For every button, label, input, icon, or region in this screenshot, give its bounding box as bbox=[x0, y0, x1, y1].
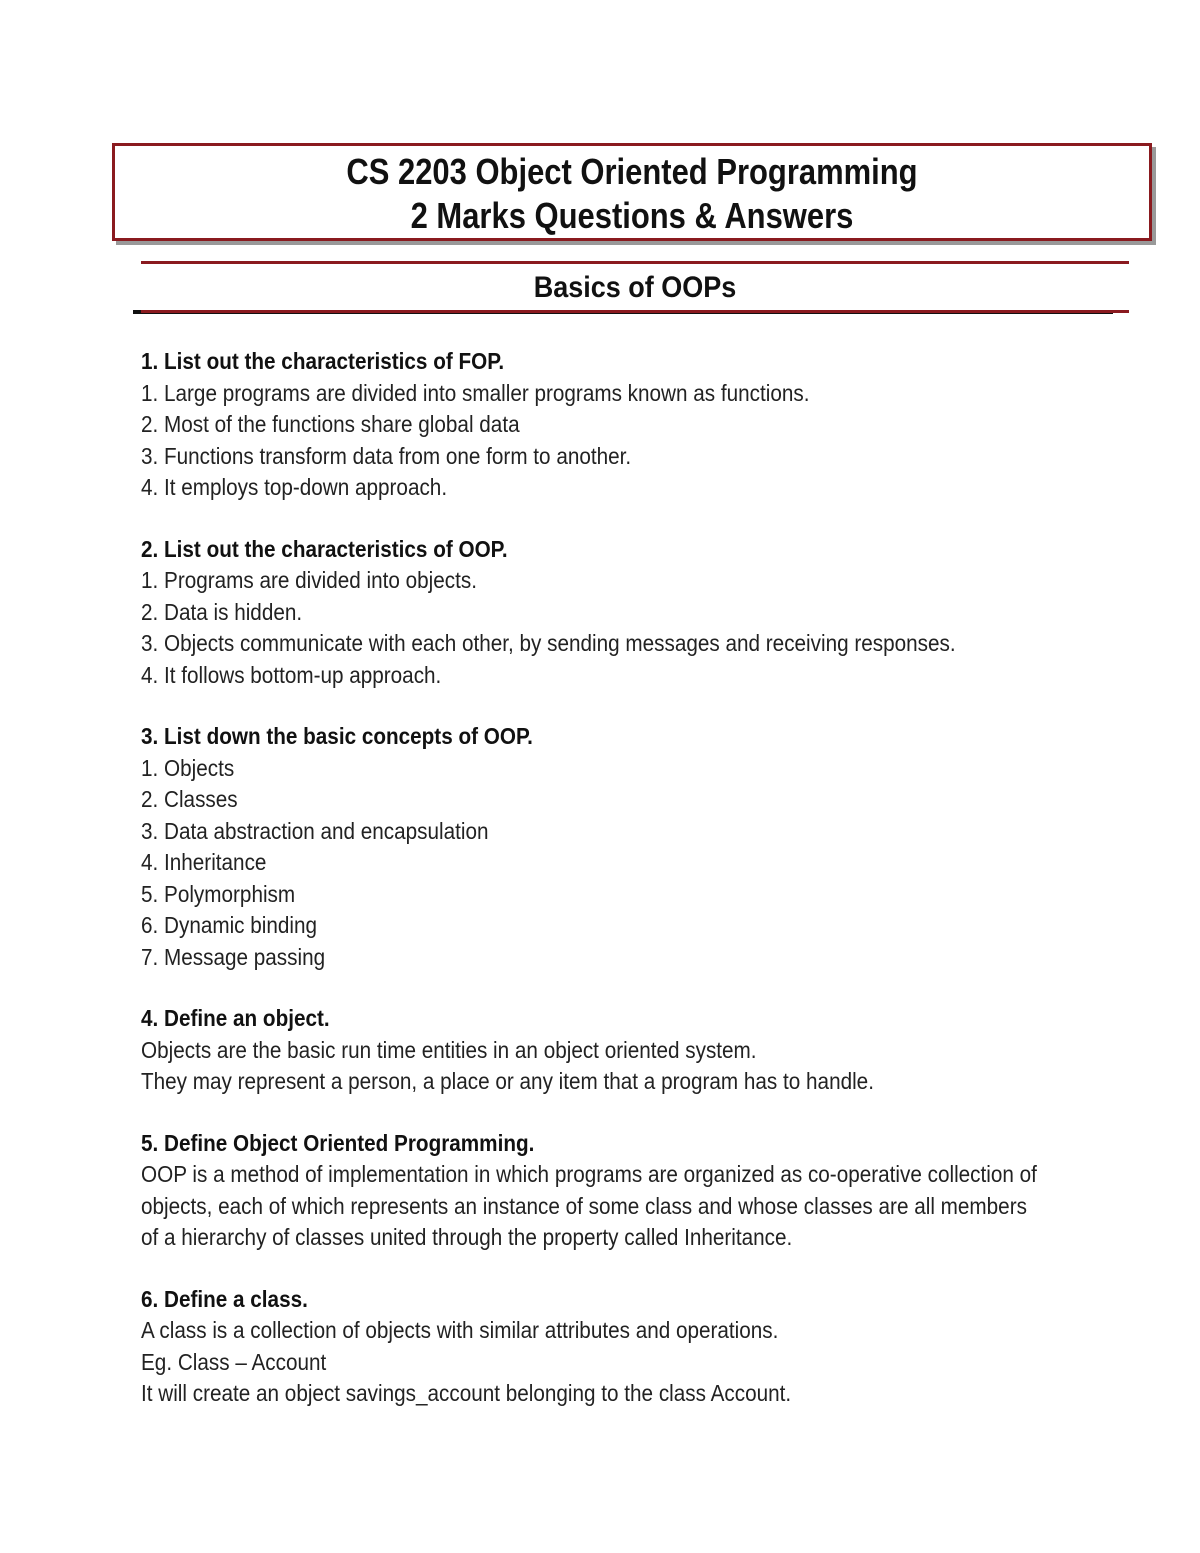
question-text: 1. List out the characteristics of FOP. bbox=[141, 348, 505, 374]
qa-item bbox=[141, 534, 1131, 692]
answer-line: It will create an object savings_account belonging to the class Account. bbox=[141, 1380, 792, 1406]
answer-line: A class is a collection of objects with similar attributes and operations. bbox=[141, 1317, 779, 1343]
document-title: CS 2203 Object Oriented Programming bbox=[346, 151, 918, 192]
qa-content bbox=[141, 346, 1131, 1440]
answer-line: 3. Objects communicate with each other, by sending messages and receiving responses. bbox=[141, 630, 956, 656]
qa-item bbox=[141, 1284, 1131, 1410]
question-text: 3. List down the basic concepts of OOP. bbox=[141, 723, 533, 749]
document-subtitle: 2 Marks Questions & Answers bbox=[410, 195, 854, 236]
answer-line: 3. Functions transform data from one form to another. bbox=[141, 442, 632, 469]
answer-line: OOP is a method of implementation in which programs are organized as co-operative collection of bbox=[141, 1161, 1037, 1187]
qa-item bbox=[141, 346, 1131, 504]
section-rule-top bbox=[141, 261, 1129, 264]
document-title-box bbox=[112, 143, 1152, 241]
qa-item bbox=[141, 721, 1131, 973]
answer-line: Objects are the basic run time entities in an object oriented system. bbox=[141, 1036, 757, 1063]
section-rule-bottom bbox=[141, 310, 1129, 313]
answer-line: They may represent a person, a place or any item that a program has to handle. bbox=[141, 1068, 874, 1094]
qa-item bbox=[141, 1128, 1131, 1254]
answer-line: objects, each of which represents an instance of some class and whose classes are all members bbox=[141, 1192, 1027, 1219]
question-text: 4. Define an object. bbox=[141, 1005, 330, 1031]
answer-line: 3. Data abstraction and encapsulation bbox=[141, 817, 489, 844]
answer-line: 4. It follows bottom-up approach. bbox=[141, 661, 442, 688]
answer-line: 1. Large programs are divided into smaller programs known as functions. bbox=[141, 379, 810, 406]
answer-line: 7. Message passing bbox=[141, 943, 326, 970]
qa-item bbox=[141, 1003, 1131, 1098]
answer-line: Eg. Class – Account bbox=[141, 1348, 327, 1375]
answer-line: 1. Objects bbox=[141, 754, 235, 781]
question-text: 6. Define a class. bbox=[141, 1285, 308, 1312]
answer-line: 1. Programs are divided into objects. bbox=[141, 567, 477, 593]
answer-line: 2. Most of the functions share global data bbox=[141, 411, 520, 437]
question-text: 2. List out the characteristics of OOP. bbox=[141, 535, 508, 562]
answer-line: 2. Data is hidden. bbox=[141, 598, 303, 625]
answer-line: 5. Polymorphism bbox=[141, 880, 296, 907]
section-heading: Basics of OOPs bbox=[533, 271, 737, 304]
answer-line: of a hierarchy of classes united through the property called Inheritance. bbox=[141, 1224, 793, 1250]
question-text: 5. Define Object Oriented Programming. bbox=[141, 1129, 535, 1156]
answer-line: 6. Dynamic binding bbox=[141, 912, 318, 938]
answer-line: 2. Classes bbox=[141, 786, 238, 812]
answer-line: 4. It employs top-down approach. bbox=[141, 474, 448, 500]
answer-line: 4. Inheritance bbox=[141, 849, 267, 875]
